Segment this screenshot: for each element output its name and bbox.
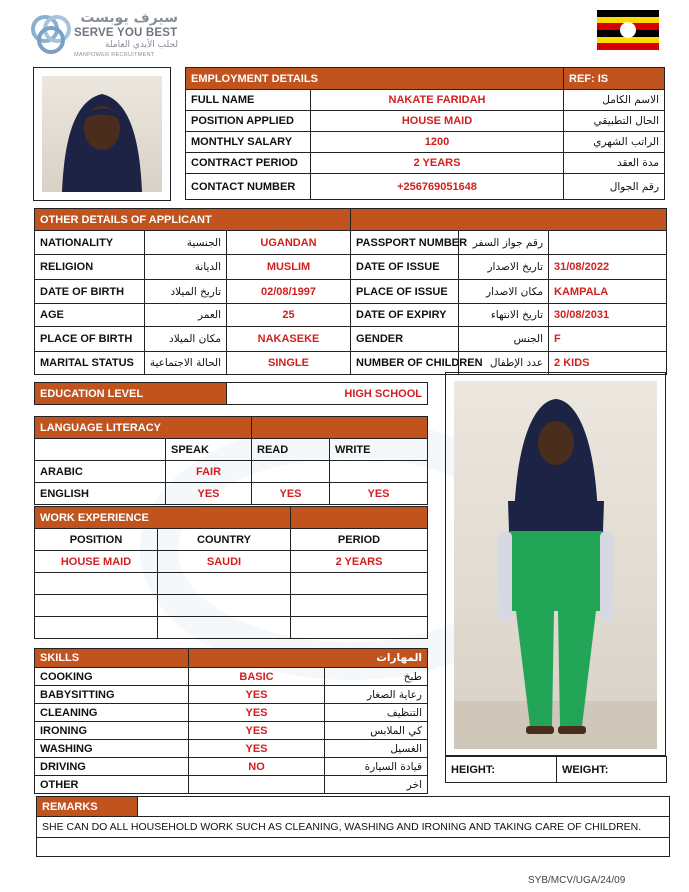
skill-label: BABYSITTING bbox=[35, 686, 189, 704]
skill-value: YES bbox=[189, 740, 325, 758]
skill-row bbox=[35, 704, 428, 722]
skill-row bbox=[35, 668, 428, 686]
work-row bbox=[35, 573, 428, 595]
employment-label-ar: الراتب الشهري bbox=[564, 132, 665, 153]
employment-details-table bbox=[185, 67, 665, 200]
logo-sub: MANPOWER RECRUITMENT bbox=[74, 52, 155, 58]
work-header: WORK EXPERIENCE bbox=[35, 507, 291, 529]
skills-header: SKILLS bbox=[35, 649, 189, 668]
employment-row bbox=[186, 153, 665, 174]
skill-row bbox=[35, 722, 428, 740]
company-logo bbox=[28, 10, 178, 60]
col-read: READ bbox=[252, 439, 330, 461]
skill-value: YES bbox=[189, 722, 325, 740]
language-header: LANGUAGE LITERACY bbox=[35, 417, 252, 439]
skill-value: NO bbox=[189, 758, 325, 776]
uganda-flag-icon bbox=[597, 10, 659, 50]
col-write: WRITE bbox=[330, 439, 428, 461]
other-header: OTHER DETAILS OF APPLICANT bbox=[35, 209, 351, 231]
language-row-arabic: ARABIC FAIR bbox=[35, 461, 428, 483]
skill-label: OTHER bbox=[35, 776, 189, 794]
skill-value: YES bbox=[189, 704, 325, 722]
skill-label-ar: اخر bbox=[325, 776, 428, 794]
employment-value: +256769051648 bbox=[311, 174, 564, 200]
skill-value: BASIC bbox=[189, 668, 325, 686]
weight-label: WEIGHT: bbox=[557, 757, 667, 783]
skill-value bbox=[189, 776, 325, 794]
other-details-row: PLACE OF BIRTH مكان الميلاد NAKASEKE GENDER الجنس F bbox=[35, 327, 667, 352]
logo-arabic: سيرف يوبست bbox=[80, 10, 178, 26]
employment-value: 1200 bbox=[311, 132, 564, 153]
skill-row bbox=[35, 776, 428, 794]
skills-header-ar: المهارات bbox=[189, 649, 428, 668]
logo-mark-icon bbox=[28, 12, 74, 58]
logo-english: SERVE YOU BEST bbox=[74, 27, 178, 39]
employment-label: CONTRACT PERIOD bbox=[186, 153, 311, 174]
work-row bbox=[35, 595, 428, 617]
skill-label-ar: قيادة السيارة bbox=[325, 758, 428, 776]
work-header-row bbox=[35, 507, 428, 529]
skill-label-ar: التنظيف bbox=[325, 704, 428, 722]
other-header-row bbox=[35, 209, 667, 231]
skill-label-ar: الغسيل bbox=[325, 740, 428, 758]
skill-label: WASHING bbox=[35, 740, 189, 758]
skill-row bbox=[35, 740, 428, 758]
work-cols-row: POSITION COUNTRY PERIOD bbox=[35, 529, 428, 551]
other-details-table bbox=[34, 208, 667, 375]
other-details-row: MARITAL STATUS الحالة الاجتماعية SINGLE NUMBER OF CHILDREN عدد الإطفال 2 KIDS bbox=[35, 352, 667, 375]
employment-row bbox=[186, 174, 665, 200]
employment-value: 2 YEARS bbox=[311, 153, 564, 174]
skill-label: IRONING bbox=[35, 722, 189, 740]
skill-label-ar: كي الملابس bbox=[325, 722, 428, 740]
full-body-photo-frame bbox=[445, 372, 666, 756]
work-row bbox=[35, 617, 428, 639]
language-row-english: ENGLISH YES YES YES bbox=[35, 483, 428, 505]
skill-row bbox=[35, 686, 428, 704]
employment-header-row bbox=[186, 68, 665, 90]
skill-label: CLEANING bbox=[35, 704, 189, 722]
employment-label: CONTACT NUMBER bbox=[186, 174, 311, 200]
other-details-row: AGE العمر 25 DATE OF EXPIRY تاريخ الانتهاء 30/08/2031 bbox=[35, 304, 667, 327]
other-details-row: NATIONALITY الجنسية UGANDAN PASSPORT NUMBER رقم جواز السفر bbox=[35, 231, 667, 255]
employment-row bbox=[186, 111, 665, 132]
language-header-row bbox=[35, 417, 428, 439]
skill-label-ar: رعاية الصغار bbox=[325, 686, 428, 704]
footer-code: SYB/MCV/UGA/24/09 bbox=[528, 875, 626, 886]
skill-label-ar: طبخ bbox=[325, 668, 428, 686]
measures-table bbox=[445, 756, 667, 783]
work-row: HOUSE MAID SAUDI 2 YEARS bbox=[35, 551, 428, 573]
employment-label-ar: مدة العقد bbox=[564, 153, 665, 174]
employment-label: MONTHLY SALARY bbox=[186, 132, 311, 153]
education-table bbox=[34, 382, 428, 405]
employment-label-ar: رقم الجوال bbox=[564, 174, 665, 200]
skill-value: YES bbox=[189, 686, 325, 704]
education-label: EDUCATION LEVEL bbox=[35, 383, 227, 405]
skills-table bbox=[34, 648, 428, 794]
headshot-photo bbox=[42, 76, 162, 192]
employment-header: EMPLOYMENT DETAILS bbox=[186, 68, 564, 90]
height-label: HEIGHT: bbox=[446, 757, 557, 783]
employment-label-ar: الاسم الكامل bbox=[564, 90, 665, 111]
logo-arabic-sub: لجلب الأيدي العاملة bbox=[105, 40, 178, 50]
language-table bbox=[34, 416, 428, 505]
employment-row bbox=[186, 90, 665, 111]
other-details-row: RELIGION الديانة MUSLIM DATE OF ISSUE تاريخ الاصدار 31/08/2022 bbox=[35, 255, 667, 280]
work-experience-table bbox=[34, 506, 428, 639]
skills-header-row bbox=[35, 649, 428, 668]
employment-label: POSITION APPLIED bbox=[186, 111, 311, 132]
language-cols-row bbox=[35, 439, 428, 461]
remarks-text: SHE CAN DO ALL HOUSEHOLD WORK SUCH AS CLEANING, WASHING AND IRONING AND TAKING CARE OF CHILDREN. bbox=[37, 817, 670, 838]
employment-value: HOUSE MAID bbox=[311, 111, 564, 132]
skill-label: DRIVING bbox=[35, 758, 189, 776]
full-body-photo bbox=[454, 381, 657, 749]
skill-row bbox=[35, 758, 428, 776]
education-value: HIGH SCHOOL bbox=[227, 383, 428, 405]
skill-label: COOKING bbox=[35, 668, 189, 686]
employment-row bbox=[186, 132, 665, 153]
col-speak: SPEAK bbox=[166, 439, 252, 461]
other-details-row: DATE OF BIRTH تاريخ الميلاد 02/08/1997 PLACE OF ISSUE مكان الاصدار KAMPALA bbox=[35, 280, 667, 304]
remarks-table bbox=[36, 796, 670, 857]
employment-label: FULL NAME bbox=[186, 90, 311, 111]
ref-label: REF: IS bbox=[564, 68, 665, 90]
employment-value: NAKATE FARIDAH bbox=[311, 90, 564, 111]
employment-label-ar: الحال التطبيقي bbox=[564, 111, 665, 132]
headshot-frame bbox=[33, 67, 171, 201]
remarks-header: REMARKS bbox=[37, 797, 138, 817]
